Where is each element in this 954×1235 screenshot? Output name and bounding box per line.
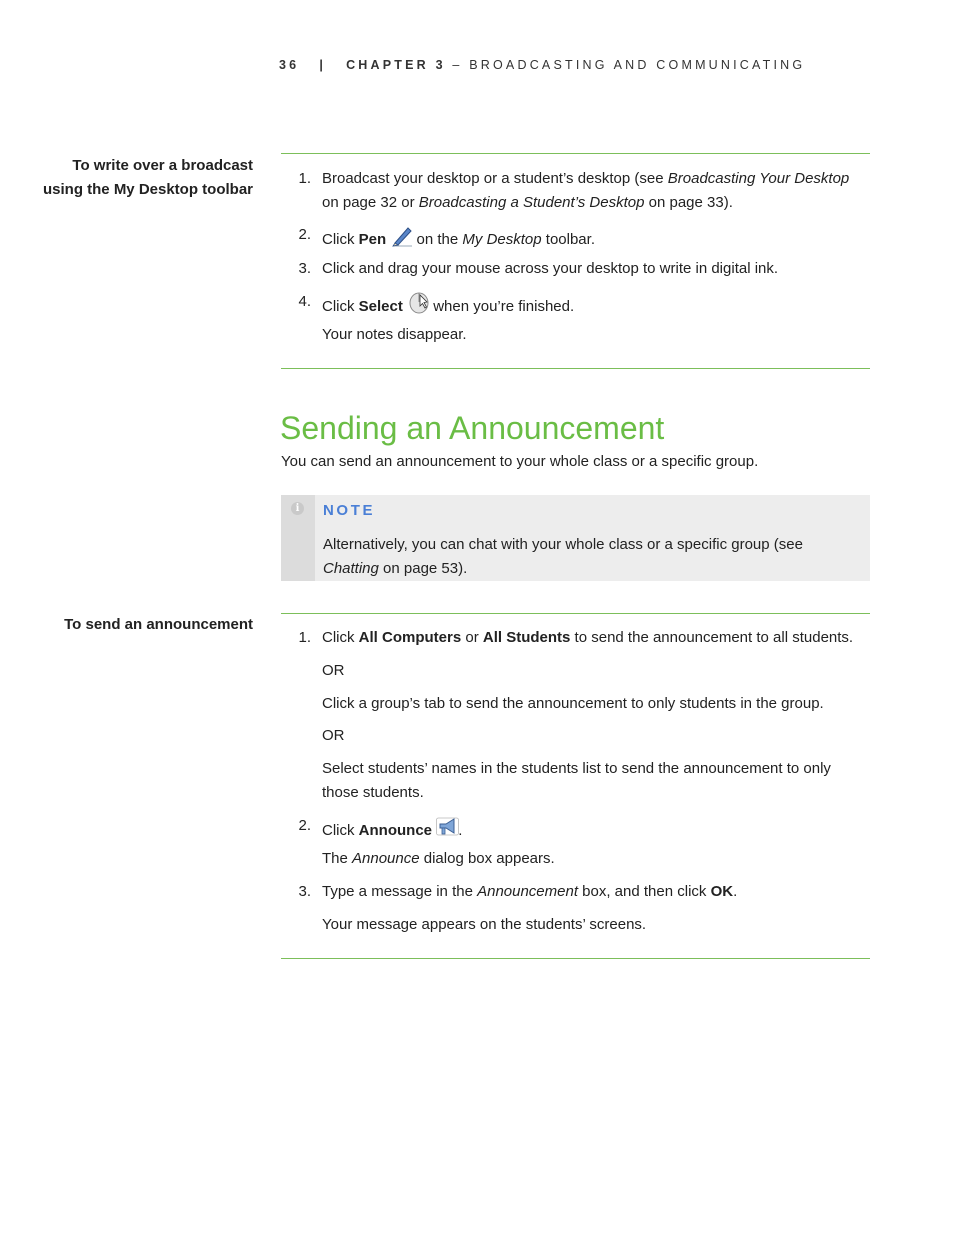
chapter-label: CHAPTER 3 bbox=[346, 58, 446, 72]
alternative-or: OR bbox=[322, 727, 345, 744]
alternative-text: Click a group’s tab to send the announcement to only students in the group. bbox=[322, 695, 824, 712]
procedure-label: To write over a broadcast using the My Desktop toolbar bbox=[42, 157, 253, 198]
step-4-result: Your notes disappear. bbox=[322, 326, 467, 343]
procedure-top-rule bbox=[281, 613, 870, 614]
section-intro: You can send an announcement to your whole class or a specific group. bbox=[281, 453, 759, 470]
alternative-text: Select students’ names in the students list to send the announcement to only those students. bbox=[322, 760, 831, 801]
step-text: Click All Computers or All Students to send the announcement to all students. bbox=[322, 629, 854, 646]
select-mouse-icon bbox=[407, 292, 429, 312]
step-3-result: Your message appears on the students’ screens. bbox=[322, 916, 647, 933]
section-heading: Sending an Announcement bbox=[280, 410, 665, 446]
note-body: Alternatively, you can chat with your whole class or a specific group (see Chatting on page 53). bbox=[323, 536, 803, 577]
step-text: Click Select when you’re finished. bbox=[322, 292, 872, 319]
info-icon: i bbox=[291, 502, 304, 515]
step-text: Click Pen on the My Desktop toolbar. bbox=[322, 225, 872, 252]
procedure-label: To send an announcement bbox=[64, 616, 253, 633]
step-text: Broadcast your desktop or a student’s desktop (see Broadcasting Your Desktop on page 32 or Broadcasting a Student’s Desktop on page 33). bbox=[322, 170, 850, 211]
step-text: Click Announce . bbox=[322, 816, 872, 843]
note-title: NOTE bbox=[323, 502, 376, 519]
note-box bbox=[281, 495, 870, 581]
procedure-bottom-rule bbox=[281, 368, 870, 369]
page-number: 36 bbox=[279, 58, 300, 72]
step-text: Click and drag your mouse across your desktop to write in digital ink. bbox=[322, 260, 779, 277]
alternative-or: OR bbox=[322, 662, 345, 679]
step-number: 1. bbox=[298, 629, 311, 646]
step-number: 3. bbox=[298, 260, 311, 277]
header-separator: | bbox=[319, 58, 327, 72]
step-number: 2. bbox=[298, 226, 311, 243]
step-2-result: The Announce dialog box appears. bbox=[322, 850, 555, 867]
chapter-title: – BROADCASTING AND COMMUNICATING bbox=[452, 58, 806, 72]
pen-icon bbox=[390, 225, 412, 245]
megaphone-icon bbox=[436, 816, 458, 836]
step-number: 4. bbox=[298, 293, 311, 310]
procedure-bottom-rule bbox=[281, 958, 870, 959]
procedure-top-rule bbox=[281, 153, 870, 154]
step-text: Type a message in the Announcement box, and then click OK. bbox=[322, 883, 738, 900]
step-number: 3. bbox=[298, 883, 311, 900]
step-number: 1. bbox=[298, 170, 311, 187]
step-number: 2. bbox=[298, 817, 311, 834]
